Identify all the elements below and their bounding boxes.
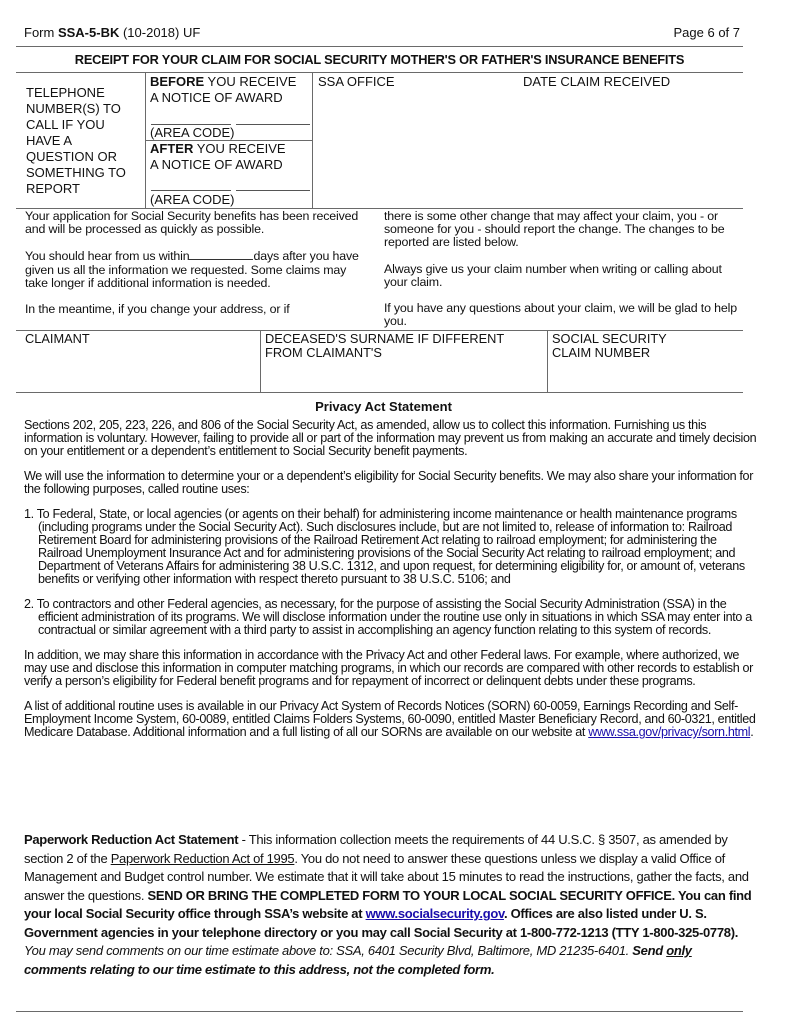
paperwork-italic: You may send comments on our time estimate above to: SSA, 6401 Security Blvd, Baltimore, MD 21235-6401. [24,943,633,958]
days-field[interactable] [189,249,253,260]
info-response-time [25,249,370,290]
paperwork-heading: Paperwork Reduction Act Statement [24,832,239,847]
after-line2: A NOTICE OF AWARD [150,157,283,172]
date-claim-received-label: DATE CLAIM RECEIVED [523,74,671,89]
socialsecurity-link[interactable]: www.socialsecurity.gov [365,906,504,921]
telephone-label-line: CALL IF YOU [26,117,105,132]
before-bold: BEFORE [150,74,205,89]
table-divider [312,72,313,208]
after-area-code-label: (AREA CODE) [150,192,235,207]
sorn-link[interactable]: www.ssa.gov/privacy/sorn.html [588,725,751,739]
privacy-sorn [24,700,759,739]
table-divider [547,330,548,392]
claim-number-label-line: CLAIM NUMBER [552,345,651,360]
deceased-surname-label [265,332,504,360]
paperwork-bold-italic-1: Send [632,943,667,958]
telephone-label-line: HAVE A [26,133,73,148]
table-top-border [16,72,743,73]
after-award-label [150,141,286,173]
info-right-column [384,210,746,328]
telephone-label-line: QUESTION OR [26,149,118,164]
after-bold: AFTER [150,141,194,156]
date-claim-received-field[interactable] [523,90,738,205]
before-line2: A NOTICE OF AWARD [150,90,283,105]
info-report-changes: there is some other change that may affect your claim, you - or someone for you - should report the change. The changes to be reported are listed below. [384,209,725,250]
after-rest: YOU RECEIVE [193,141,286,156]
response-time-before: You should hear from us within [25,249,190,264]
deceased-surname-field[interactable] [265,362,542,388]
routine-use-1: 1. To Federal, State, or local agencies (or agents on their behalf) for administering income maintenance or health maintenance programs (including programs under the Social Security Act). Such disclosures include, but are not limited to, release of information to: Railroad Retirement Board for administering provisions of the Railroad Retirement Act relating to railroad employment; for administering the Railroad Unemployment Insurance Act and for administering provisions of the Social Security Act relating to railroad employment; and Department of Veterans Affairs for administering 38 U.S.C. 1312, and upon request, for determining eligibility for, or amount of, veterans benefits or verifying other information with respect thereto pursuant to 38 U.S.C. 5106; and [24,507,745,586]
paperwork-act-link[interactable]: Paperwork Reduction Act of 1995 [110,850,295,866]
paperwork-bold-2: . Offices are also listed under U. S. Government agencies in your telephone directory or you may call Social Security at 1-800-772-1213 (TTY 1-800-325-0778). [24,906,739,940]
privacy-matching: In addition, we may share this information in accordance with the Privacy Act and other Federal laws. For example, where authorized, we may use and disclose this information in computer matching programs, in which our records are compared with other records to establish or verify a person’s eligibility for Federal benefit programs and for repayment of incorrect or delinquent debts under these programs. [24,648,754,688]
ssa-office-field[interactable] [318,90,508,205]
after-phone-field[interactable] [236,190,310,191]
form-edition: (10-2018) UF [119,25,201,40]
before-phone-field[interactable] [236,124,310,125]
response-time-after: days after you have given us all the information we requested. Some claims may take longer if additional information is needed. [25,249,359,290]
telephone-label-line: SOMETHING TO [26,165,126,180]
telephone-label-line: TELEPHONE [26,85,105,100]
claimant-field[interactable] [25,348,255,388]
table-divider [260,330,261,392]
footer-divider [16,1011,743,1012]
telephone-label-line: NUMBER(S) TO [26,101,121,116]
privacy-statement [24,419,759,751]
header-divider [16,46,743,47]
before-award-label [150,74,296,106]
claim-number-label-line: SOCIAL SECURITY [552,331,667,346]
form-id: SSA-5-BK [57,25,120,40]
receipt-title: RECEIPT FOR YOUR CLAIM FOR SOCIAL SECURITY MOTHER'S OR FATHER'S INSURANCE BENEFITS [74,52,685,67]
paperwork-only: only [666,943,692,958]
page-number: Page 6 of 7 [673,25,740,40]
paperwork-bold-1: SEND OR BRING THE COMPLETED FORM TO YOUR LOCAL SOCIAL SECURITY OFFICE. You can find your local Social Security office through SSA’s website at [24,887,752,921]
telephone-label-line: REPORT [26,181,80,196]
form-prefix: Form [24,25,58,40]
before-area-code-label: (AREA CODE) [150,125,235,140]
paperwork-reduction-statement [24,831,754,979]
info-left-column [25,210,370,316]
ssa-office-label: SSA OFFICE [318,74,395,89]
claim-number-label [552,332,667,360]
deceased-label-line: FROM CLAIMANT'S [265,345,382,360]
claimant-table-bottom [16,392,743,393]
privacy-heading: Privacy Act Statement [315,399,452,414]
claimant-label: CLAIMANT [25,331,90,346]
paperwork-text-2: . You do not need to answer these questions unless we display a valid Office of Management and Budget control number. We estimate that it will take about 15 minutes to read the instructions, gather the facts, and answer the questions. [24,850,749,903]
info-meantime: In the meantime, if you change your address, or if [25,302,290,317]
info-claim-number: Always give us your claim number when writing or calling about your claim. [384,261,722,289]
sorn-text: A list of additional routine uses is available in our Privacy Act System of Records Notices (SORN) 60-0059, Earnings Recording and Self-Employment Income System, 60-0089, entitled Claims Folders Systems, 60-0090, entitled Master Beneficiary Record, and 60-0321, entitled Medicare Database. Additional information and a full listing of all our SORNs are available on our website at [24,699,756,739]
form-identifier [24,25,200,40]
privacy-use: We will use the information to determine your or a dependent’s eligibility for Social Security benefits. We may also share your information for the following purposes, called routine uses: [24,469,754,496]
paperwork-bold-italic-2: comments relating to our time estimate to this address, not the completed form. [24,961,495,977]
claim-number-field[interactable] [552,362,738,388]
deceased-label-line: DECEASED'S SURNAME IF DIFFERENT [265,331,505,346]
routine-use-2: 2. To contractors and other Federal agencies, as necessary, for the purpose of assisting the Social Security Administration (SSA) in the efficient administration of its programs. We will disclose information under the routine use only in situations in which SSA may enter into a contractual or similar agreement with a third party to assist in accomplishing an agency function relating to this system of records. [24,597,752,637]
sorn-end: . [750,725,754,739]
privacy-authority: Sections 202, 205, 223, 226, and 806 of the Social Security Act, as amended, allow us to collect this information. Furnishing us this information is voluntary. However, failing to provide all or part of the information may prevent us from making an accurate and timely decision on your entitlement or a dependent’s entitlement to Social Security benefit payments. [24,418,757,458]
before-rest: YOU RECEIVE [204,74,297,89]
info-questions: If you have any questions about your claim, we will be glad to help you. [384,301,737,329]
paperwork-text-1: - This information collection meets the requirements of 44 U.S.C. § 3507, as amended by section 2 of the [24,832,728,866]
telephone-label [26,85,126,197]
after-area-code-field[interactable] [151,190,231,191]
info-application-received: Your application for Social Security benefits has been received and will be processed as quickly as possible. [25,209,359,237]
